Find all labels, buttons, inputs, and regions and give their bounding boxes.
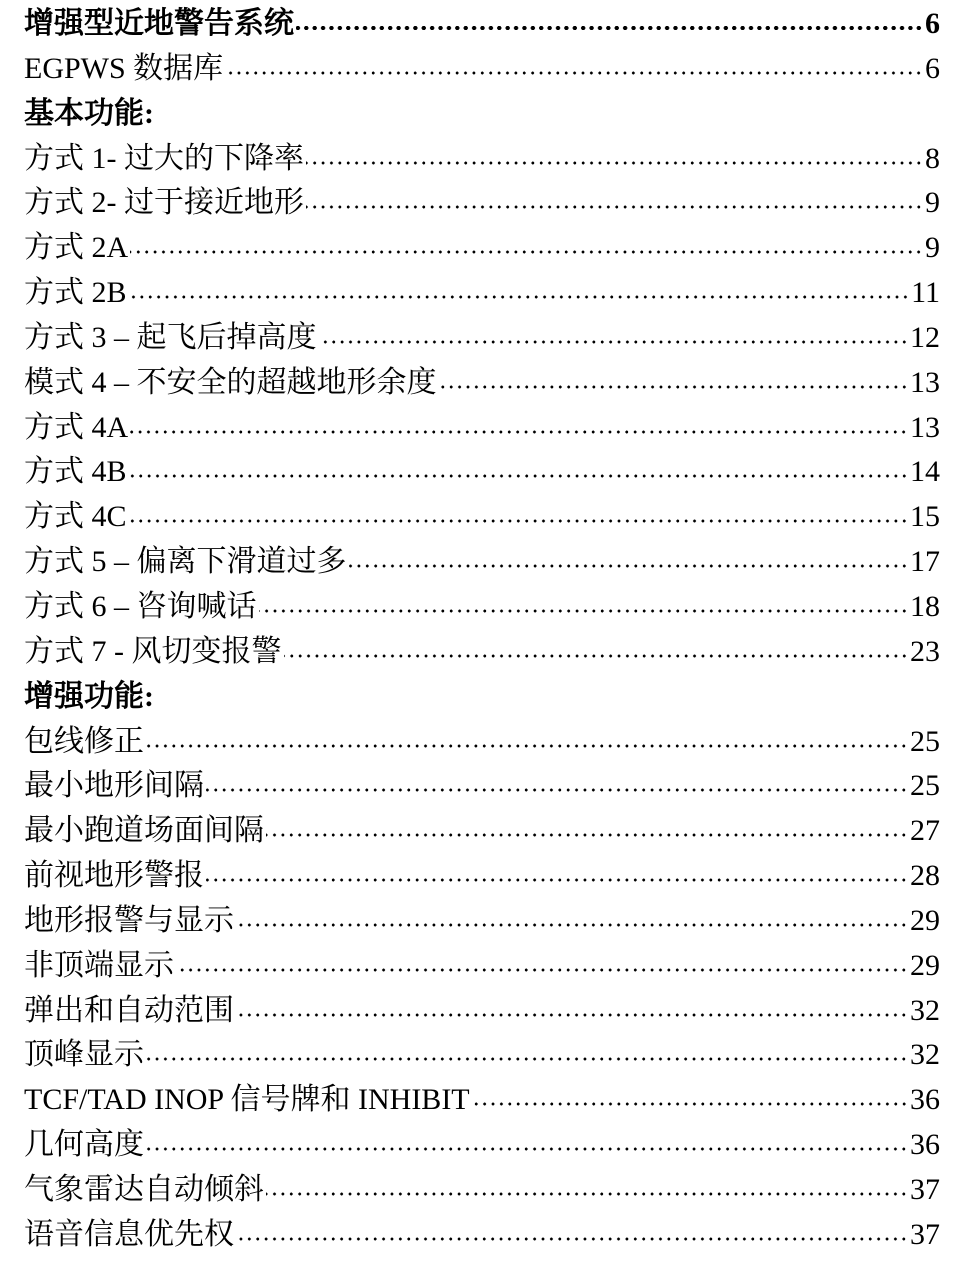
toc-page-number: 15 bbox=[910, 500, 940, 534]
toc-page-number: 28 bbox=[910, 859, 940, 893]
dot-leader bbox=[206, 855, 908, 885]
toc-entry[interactable] bbox=[24, 944, 940, 989]
toc-entry[interactable] bbox=[24, 2, 940, 47]
dot-leader bbox=[146, 1034, 908, 1064]
dot-leader bbox=[130, 407, 908, 437]
toc-page-number: 9 bbox=[925, 231, 940, 265]
toc-entry-label: 方式 6 – 咨询喊话 bbox=[24, 589, 257, 623]
toc-entry-label: 方式 2B bbox=[24, 276, 127, 310]
dot-leader bbox=[146, 1124, 908, 1154]
dot-leader bbox=[439, 362, 909, 392]
toc-entry[interactable] bbox=[24, 540, 940, 585]
toc-page-number: 25 bbox=[910, 769, 940, 803]
toc-entry[interactable] bbox=[24, 1033, 940, 1078]
toc-entry-label: TCF/TAD INOP 信号牌和 INHIBIT bbox=[24, 1083, 470, 1117]
toc-page-number: 12 bbox=[910, 320, 940, 354]
toc-entry[interactable] bbox=[24, 720, 940, 765]
toc-entry[interactable] bbox=[24, 1078, 940, 1123]
toc-entry[interactable] bbox=[24, 764, 940, 809]
toc-entry[interactable] bbox=[24, 316, 940, 361]
toc-page-number: 9 bbox=[925, 186, 940, 220]
toc-entry-label: 前视地形警报 bbox=[24, 859, 204, 893]
table-of-contents bbox=[24, 2, 940, 1258]
toc-entry-label: 最小跑道场面间隔 bbox=[24, 814, 264, 848]
dot-leader bbox=[472, 1079, 908, 1109]
toc-page-number: 13 bbox=[910, 365, 940, 399]
dot-leader bbox=[349, 541, 909, 571]
toc-page-number: 8 bbox=[925, 141, 940, 175]
toc-entry[interactable] bbox=[24, 47, 940, 92]
toc-section-heading bbox=[24, 92, 940, 137]
toc-entry-label: 方式 4C bbox=[24, 500, 127, 534]
dot-leader bbox=[284, 631, 909, 661]
dot-leader bbox=[236, 990, 908, 1020]
toc-page-number: 36 bbox=[910, 1083, 940, 1117]
toc-entry-label: 基本功能: bbox=[24, 96, 154, 130]
toc-entry-label: 几何高度 bbox=[24, 1128, 144, 1162]
toc-entry[interactable] bbox=[24, 1168, 940, 1213]
toc-entry-label: 方式 2A bbox=[24, 231, 129, 265]
toc-entry[interactable] bbox=[24, 181, 940, 226]
toc-entry-label: 增强型近地警告系统 bbox=[24, 7, 294, 40]
toc-entry-label: 最小地形间隔 bbox=[24, 769, 204, 803]
toc-entry-label: 模式 4 – 不安全的超越地形余度 bbox=[24, 365, 437, 399]
toc-entry[interactable] bbox=[24, 1123, 940, 1168]
toc-entry-label: 气象雷达自动倾斜 bbox=[24, 1172, 264, 1206]
toc-entry-label: 方式 4B bbox=[24, 455, 127, 489]
toc-page-number: 37 bbox=[910, 1172, 940, 1206]
toc-entry-label: 顶峰显示 bbox=[24, 1038, 144, 1072]
dot-leader bbox=[206, 765, 908, 795]
toc-page-number: 25 bbox=[910, 724, 940, 758]
toc-page-number: 6 bbox=[925, 7, 940, 40]
toc-entry[interactable] bbox=[24, 495, 940, 540]
toc-entry[interactable] bbox=[24, 630, 940, 675]
toc-entry[interactable] bbox=[24, 450, 940, 495]
toc-entry-label: 包线修正 bbox=[24, 724, 144, 758]
toc-entry[interactable] bbox=[24, 361, 940, 406]
toc-entry[interactable] bbox=[24, 137, 940, 182]
toc-entry-label: 语音信息优先权 bbox=[24, 1217, 234, 1251]
toc-entry-label: 方式 2- 过于接近地形 bbox=[24, 186, 304, 220]
toc-entry-label: 方式 4A bbox=[24, 410, 129, 444]
dot-leader bbox=[225, 48, 923, 78]
dot-leader bbox=[266, 1169, 908, 1199]
dot-leader bbox=[129, 496, 908, 526]
toc-page-number: 27 bbox=[910, 814, 940, 848]
toc-entry[interactable] bbox=[24, 899, 940, 944]
toc-entry-label: EGPWS 数据库 bbox=[24, 51, 224, 85]
dot-leader bbox=[129, 272, 910, 302]
toc-entry[interactable] bbox=[24, 809, 940, 854]
toc-entry[interactable] bbox=[24, 271, 940, 316]
dot-leader bbox=[306, 138, 923, 168]
dot-leader bbox=[259, 586, 909, 616]
toc-section-heading bbox=[24, 675, 940, 720]
toc-entry-label: 弹出和自动范围 bbox=[24, 993, 234, 1027]
toc-page-number: 36 bbox=[910, 1128, 940, 1162]
toc-page-number: 37 bbox=[910, 1217, 940, 1251]
dot-leader bbox=[306, 182, 923, 212]
toc-page-number: 17 bbox=[910, 545, 940, 579]
toc-page-number: 29 bbox=[910, 903, 940, 937]
toc-entry-label: 地形报警与显示 bbox=[24, 903, 234, 937]
dot-leader bbox=[176, 945, 908, 975]
toc-page-number: 32 bbox=[910, 993, 940, 1027]
dot-leader bbox=[236, 900, 908, 930]
dot-leader bbox=[266, 810, 908, 840]
dot-leader bbox=[130, 227, 923, 257]
toc-page-number: 11 bbox=[911, 276, 940, 310]
toc-entry-label: 非顶端显示 bbox=[24, 948, 174, 982]
toc-page-number: 6 bbox=[925, 51, 940, 85]
toc-page-number: 23 bbox=[910, 634, 940, 668]
toc-entry[interactable] bbox=[24, 854, 940, 899]
dot-leader bbox=[236, 1214, 908, 1244]
toc-entry[interactable] bbox=[24, 585, 940, 630]
toc-entry-label: 方式 1- 过大的下降率 bbox=[24, 141, 304, 175]
toc-entry[interactable] bbox=[24, 1213, 940, 1258]
toc-page-number: 32 bbox=[910, 1038, 940, 1072]
toc-entry-label: 方式 7 - 风切变报警 bbox=[24, 634, 282, 668]
toc-entry[interactable] bbox=[24, 226, 940, 271]
toc-page-number: 13 bbox=[910, 410, 940, 444]
toc-page-number: 29 bbox=[910, 948, 940, 982]
dot-leader bbox=[319, 317, 909, 347]
toc-entry[interactable] bbox=[24, 406, 940, 451]
toc-entry-label: 方式 3 – 起飞后掉高度 bbox=[24, 320, 317, 354]
toc-entry-label: 增强功能: bbox=[24, 679, 154, 713]
dot-leader bbox=[129, 451, 908, 481]
toc-entry[interactable] bbox=[24, 989, 940, 1034]
toc-entry-label: 方式 5 – 偏离下滑道过多 bbox=[24, 545, 347, 579]
dot-leader bbox=[296, 3, 923, 33]
toc-page-number: 14 bbox=[910, 455, 940, 489]
toc-page-number: 18 bbox=[910, 589, 940, 623]
dot-leader bbox=[146, 721, 908, 751]
